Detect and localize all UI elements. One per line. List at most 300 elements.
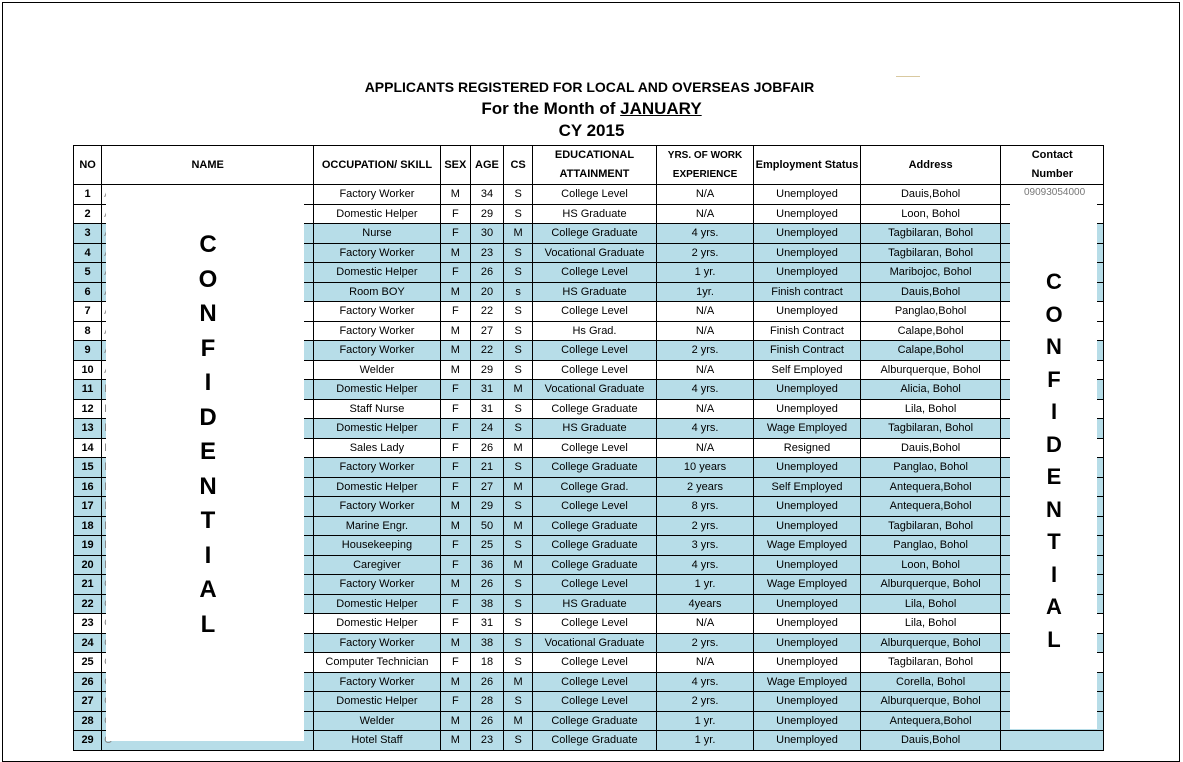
cell-experience: 1 yr. — [656, 731, 753, 751]
cell-address: Lila, Bohol — [860, 614, 1001, 634]
cell-sex: M — [440, 341, 470, 361]
cell-sex: M — [440, 672, 470, 692]
cell-sex: F — [440, 302, 470, 322]
cell-employment-status: Unemployed — [754, 263, 861, 283]
cell-cs: S — [504, 399, 533, 419]
cell-experience: 10 years — [656, 458, 753, 478]
cell-cs: S — [504, 243, 533, 263]
cell-employment-status: Unemployed — [754, 302, 861, 322]
cell-occupation: Marine Engr. — [314, 516, 441, 536]
cell-experience: N/A — [656, 302, 753, 322]
cell-age: 31 — [470, 614, 503, 634]
confidential-letter: I — [204, 541, 212, 569]
confidential-letter: E — [199, 438, 216, 465]
cell-experience: N/A — [656, 438, 753, 458]
cell-cs: s — [504, 282, 533, 302]
cell-no: 13 — [74, 419, 102, 439]
cell-cs: S — [504, 302, 533, 322]
confidential-label-left — [188, 228, 228, 642]
cell-employment-status: Wage Employed — [754, 536, 861, 556]
cell-occupation: Caregiver — [314, 555, 441, 575]
confidential-letter: F — [200, 334, 216, 362]
cell-occupation: Domestic Helper — [314, 614, 441, 634]
cell-cs: S — [504, 692, 533, 712]
cell-no: 17 — [74, 497, 102, 517]
cell-no: 29 — [74, 731, 102, 751]
cell-cs: M — [504, 672, 533, 692]
cell-sex: F — [440, 536, 470, 556]
report-year: CY 2015 — [558, 121, 625, 140]
confidential-letter: O — [1045, 301, 1063, 327]
cell-education: College Graduate — [533, 555, 657, 575]
cell-sex: F — [440, 204, 470, 224]
cell-address: Loon, Bohol — [860, 555, 1001, 575]
cell-address: Loon, Bohol — [860, 204, 1001, 224]
cell-occupation: Factory Worker — [314, 672, 441, 692]
cell-no: 22 — [74, 594, 102, 614]
education-header-line1: EDUCATIONAL — [554, 149, 635, 161]
cell-age: 26 — [470, 263, 503, 283]
cell-sex: M — [440, 516, 470, 536]
cell-cs: M — [504, 555, 533, 575]
cell-sex: M — [440, 321, 470, 341]
cell-cs: S — [504, 360, 533, 380]
cell-cs: M — [504, 711, 533, 731]
cell-experience: N/A — [656, 614, 753, 634]
cell-address: Alicia, Bohol — [860, 380, 1001, 400]
cell-education: College Level — [533, 575, 657, 595]
cell-occupation: Domestic Helper — [314, 692, 441, 712]
cell-employment-status: Unemployed — [754, 692, 861, 712]
cell-address: Tagbilaran, Bohol — [860, 419, 1001, 439]
cell-education: HS Graduate — [533, 204, 657, 224]
col-header-occupation: OCCUPATION/ SKILL — [314, 146, 441, 185]
cell-no: 24 — [74, 633, 102, 653]
cell-address: Alburquerque, Bohol — [860, 360, 1001, 380]
cell-employment-status: Unemployed — [754, 516, 861, 536]
cell-cs: M — [504, 516, 533, 536]
cell-experience: 2 years — [656, 477, 753, 497]
cell-experience: 4 yrs. — [656, 419, 753, 439]
cell-age: 26 — [470, 672, 503, 692]
cell-cs: S — [504, 594, 533, 614]
cell-employment-status: Unemployed — [754, 731, 861, 751]
cell-experience: N/A — [656, 321, 753, 341]
cell-occupation: Domestic Helper — [314, 204, 441, 224]
cell-age: 29 — [470, 204, 503, 224]
cell-occupation: Factory Worker — [314, 341, 441, 361]
cell-no: 7 — [74, 302, 102, 322]
col-header-address: Address — [860, 146, 1001, 185]
report-title: APPLICANTS REGISTERED FOR LOCAL AND OVERSEAS JOBFAIR — [364, 79, 815, 95]
cell-occupation: Domestic Helper — [314, 477, 441, 497]
cell-address: Dauis,Bohol — [860, 185, 1001, 205]
contact-header-line2: Number — [1031, 168, 1073, 180]
cell-cs: M — [504, 380, 533, 400]
col-header-experience — [656, 146, 753, 185]
experience-header-line1: YRS. OF WORK — [667, 150, 743, 161]
cell-cs: S — [504, 731, 533, 751]
cell-cs: S — [504, 633, 533, 653]
confidential-letter: D — [199, 403, 217, 431]
cell-age: 29 — [470, 497, 503, 517]
confidential-letter: C — [1046, 269, 1062, 294]
confidential-letter: F — [1047, 366, 1061, 392]
cell-employment-status: Wage Employed — [754, 672, 861, 692]
cell-no: 16 — [74, 477, 102, 497]
cell-address: Antequera,Bohol — [860, 711, 1001, 731]
cell-no: 28 — [74, 711, 102, 731]
cell-address: Tagbilaran, Bohol — [860, 516, 1001, 536]
confidential-letter: N — [199, 472, 217, 500]
cell-no: 26 — [74, 672, 102, 692]
confidential-letter: N — [1046, 334, 1062, 359]
cell-age: 26 — [470, 711, 503, 731]
experience-header-line2: EXPERIENCE — [672, 169, 738, 180]
cell-cs: M — [504, 224, 533, 244]
cell-employment-status: Unemployed — [754, 458, 861, 478]
cell-age: 27 — [470, 477, 503, 497]
cell-occupation: Factory Worker — [314, 321, 441, 341]
contact-header-line1: Contact — [1031, 149, 1073, 161]
cell-cs: S — [504, 204, 533, 224]
cell-address: Tagbilaran, Bohol — [860, 243, 1001, 263]
header-row — [74, 146, 1104, 185]
cell-no: 9 — [74, 341, 102, 361]
cell-education: College Level — [533, 653, 657, 673]
cell-age: 36 — [470, 555, 503, 575]
cell-education: College Graduate — [533, 224, 657, 244]
cell-occupation: Factory Worker — [314, 302, 441, 322]
cell-experience: 1 yr. — [656, 263, 753, 283]
cell-sex: M — [440, 575, 470, 595]
cell-no: 2 — [74, 204, 102, 224]
cell-cs: S — [504, 497, 533, 517]
cell-age: 23 — [470, 243, 503, 263]
cell-age: 34 — [470, 185, 503, 205]
cell-education: College Graduate — [533, 711, 657, 731]
cell-address: Alburquerque, Bohol — [860, 692, 1001, 712]
cell-address: Panglao,Bohol — [860, 302, 1001, 322]
cell-occupation: Factory Worker — [314, 458, 441, 478]
cell-education: College Grad. — [533, 477, 657, 497]
cell-no: 18 — [74, 516, 102, 536]
cell-age: 38 — [470, 633, 503, 653]
cell-education: College Level — [533, 263, 657, 283]
cell-no: 27 — [74, 692, 102, 712]
cell-employment-status: Wage Employed — [754, 575, 861, 595]
cell-experience: 1 yr. — [656, 711, 753, 731]
cell-education: College Level — [533, 360, 657, 380]
cell-age: 30 — [470, 224, 503, 244]
cell-occupation: Room BOY — [314, 282, 441, 302]
cell-education: College Graduate — [533, 399, 657, 419]
cell-address: Alburquerque, Bohol — [860, 575, 1001, 595]
cell-sex: F — [440, 594, 470, 614]
cell-cs: S — [504, 419, 533, 439]
confidential-letter: L — [1047, 626, 1061, 652]
cell-age: 24 — [470, 419, 503, 439]
cell-age: 21 — [470, 458, 503, 478]
cell-employment-status: Unemployed — [754, 711, 861, 731]
col-header-contact — [1001, 146, 1104, 185]
cell-cs: S — [504, 321, 533, 341]
cell-cs: S — [504, 458, 533, 478]
cell-sex: F — [440, 438, 470, 458]
cell-occupation: Staff Nurse — [314, 399, 441, 419]
cell-age: 26 — [470, 575, 503, 595]
cell-employment-status: Unemployed — [754, 614, 861, 634]
cell-cs: S — [504, 536, 533, 556]
cell-no: 21 — [74, 575, 102, 595]
cell-experience: 3 yrs. — [656, 536, 753, 556]
cell-occupation: Housekeeping — [314, 536, 441, 556]
cell-age: 23 — [470, 731, 503, 751]
cell-address: Antequera,Bohol — [860, 497, 1001, 517]
cell-sex: M — [440, 282, 470, 302]
cell-employment-status: Finish contract — [754, 282, 861, 302]
cell-address: Panglao, Bohol — [860, 458, 1001, 478]
cell-employment-status: Unemployed — [754, 653, 861, 673]
cell-occupation: Factory Worker — [314, 497, 441, 517]
cell-education: Vocational Graduate — [533, 243, 657, 263]
cell-age: 31 — [470, 399, 503, 419]
cell-education: College Graduate — [533, 458, 657, 478]
confidential-letter: E — [1046, 464, 1062, 489]
confidential-letter: T — [1047, 529, 1061, 554]
cell-employment-status: Resigned — [754, 438, 861, 458]
cell-no: 11 — [74, 380, 102, 400]
cell-experience: N/A — [656, 653, 753, 673]
cell-sex: M — [440, 243, 470, 263]
cell-experience: 2 yrs. — [656, 516, 753, 536]
cell-experience: 4years — [656, 594, 753, 614]
cell-experience: 2 yrs. — [656, 341, 753, 361]
cell-experience: 8 yrs. — [656, 497, 753, 517]
cell-experience: 2 yrs. — [656, 692, 753, 712]
cell-no: 5 — [74, 263, 102, 283]
cell-sex: M — [440, 633, 470, 653]
cell-age: 50 — [470, 516, 503, 536]
confidential-letter: L — [200, 610, 216, 638]
cell-occupation: Domestic Helper — [314, 594, 441, 614]
col-header-education — [533, 146, 657, 185]
cell-employment-status: Self Employed — [754, 477, 861, 497]
col-header-no: NO — [74, 146, 102, 185]
cell-education: College Level — [533, 438, 657, 458]
cell-experience: 4 yrs. — [656, 380, 753, 400]
cell-cs: S — [504, 653, 533, 673]
cell-experience: N/A — [656, 204, 753, 224]
cell-sex: F — [440, 614, 470, 634]
cell-occupation: Domestic Helper — [314, 380, 441, 400]
cell-experience: 4 yrs. — [656, 672, 753, 692]
cell-education: College Graduate — [533, 536, 657, 556]
cell-occupation: Factory Worker — [314, 575, 441, 595]
cell-no: 4 — [74, 243, 102, 263]
cell-education: Vocational Graduate — [533, 633, 657, 653]
cell-cs: S — [504, 614, 533, 634]
cell-education: HS Graduate — [533, 419, 657, 439]
cell-education: College Level — [533, 692, 657, 712]
cell-education: Vocational Graduate — [533, 380, 657, 400]
cell-age: 20 — [470, 282, 503, 302]
cell-education: HS Graduate — [533, 282, 657, 302]
cell-no: 25 — [74, 653, 102, 673]
cell-cs: S — [504, 263, 533, 283]
cell-no: 23 — [74, 614, 102, 634]
confidential-letter: A — [199, 576, 217, 603]
cell-address: Dauis,Bohol — [860, 438, 1001, 458]
cell-cs: S — [504, 185, 533, 205]
cell-experience: 2 yrs. — [656, 633, 753, 653]
cell-sex: F — [440, 653, 470, 673]
cell-occupation: Factory Worker — [314, 243, 441, 263]
cell-age: 29 — [470, 360, 503, 380]
cell-experience: 4 yrs. — [656, 555, 753, 575]
cell-education: College Level — [533, 672, 657, 692]
cell-address: Alburquerque, Bohol — [860, 633, 1001, 653]
cell-address: Dauis,Bohol — [860, 282, 1001, 302]
month-prefix: For the Month of — [481, 99, 616, 118]
cell-cs: M — [504, 477, 533, 497]
confidential-letter: N — [1046, 496, 1062, 522]
cell-employment-status: Unemployed — [754, 204, 861, 224]
report-month-line — [0, 99, 1183, 119]
cell-address: Panglao, Bohol — [860, 536, 1001, 556]
cell-employment-status: Unemployed — [754, 594, 861, 614]
confidential-label-right — [1034, 266, 1074, 656]
confidential-letter: N — [199, 300, 217, 327]
cell-age: 25 — [470, 536, 503, 556]
cell-experience: 1yr. — [656, 282, 753, 302]
cell-education: College Level — [533, 614, 657, 634]
confidential-letter: O — [198, 265, 218, 293]
cell-age: 18 — [470, 653, 503, 673]
education-header-line2: ATTAINMENT — [559, 168, 630, 180]
confidential-letter: D — [1046, 431, 1062, 457]
cell-occupation: Factory Worker — [314, 185, 441, 205]
cell-age: 26 — [470, 438, 503, 458]
cell-address: Maribojoc, Bohol — [860, 263, 1001, 283]
cell-address: Calape,Bohol — [860, 321, 1001, 341]
col-header-sex: SEX — [440, 146, 470, 185]
cell-education: College Level — [533, 497, 657, 517]
cell-no: 3 — [74, 224, 102, 244]
cell-occupation: Welder — [314, 711, 441, 731]
cell-no: 12 — [74, 399, 102, 419]
cell-employment-status: Unemployed — [754, 243, 861, 263]
confidential-letter: I — [1050, 399, 1058, 424]
cell-sex: M — [440, 497, 470, 517]
cell-experience: N/A — [656, 399, 753, 419]
cell-sex: F — [440, 419, 470, 439]
cell-sex: M — [440, 731, 470, 751]
cell-no: 19 — [74, 536, 102, 556]
cell-employment-status: Unemployed — [754, 185, 861, 205]
cell-no: 14 — [74, 438, 102, 458]
cell-age: 28 — [470, 692, 503, 712]
cell-occupation: Sales Lady — [314, 438, 441, 458]
cell-experience: 2 yrs. — [656, 243, 753, 263]
cell-contact — [1001, 731, 1104, 751]
cell-employment-status: Unemployed — [754, 555, 861, 575]
cell-occupation: Domestic Helper — [314, 419, 441, 439]
cell-no: 8 — [74, 321, 102, 341]
cell-education: College Level — [533, 302, 657, 322]
cell-age: 38 — [470, 594, 503, 614]
cell-education: HS Graduate — [533, 594, 657, 614]
cell-sex: F — [440, 399, 470, 419]
col-header-employment: Employment Status — [754, 146, 861, 185]
cell-address: Antequera,Bohol — [860, 477, 1001, 497]
cell-address: Lila, Bohol — [860, 399, 1001, 419]
cell-no: 1 — [74, 185, 102, 205]
cell-occupation: Computer Technician — [314, 653, 441, 673]
cell-sex: M — [440, 711, 470, 731]
cell-employment-status: Finish Contract — [754, 341, 861, 361]
cell-sex: F — [440, 458, 470, 478]
cell-sex: F — [440, 555, 470, 575]
cell-education: College Graduate — [533, 516, 657, 536]
cell-occupation: Factory Worker — [314, 633, 441, 653]
col-header-age: AGE — [470, 146, 503, 185]
cell-education: College Level — [533, 185, 657, 205]
cell-occupation: Domestic Helper — [314, 263, 441, 283]
cell-no: 20 — [74, 555, 102, 575]
cell-no: 6 — [74, 282, 102, 302]
cell-employment-status: Self Employed — [754, 360, 861, 380]
cell-cs: S — [504, 341, 533, 361]
cell-no: 15 — [74, 458, 102, 478]
cell-occupation: Hotel Staff — [314, 731, 441, 751]
cell-occupation: Welder — [314, 360, 441, 380]
cell-employment-status: Finish Contract — [754, 321, 861, 341]
cell-experience: N/A — [656, 185, 753, 205]
col-header-name: NAME — [102, 146, 314, 185]
cell-cs: S — [504, 575, 533, 595]
cell-sex: M — [440, 360, 470, 380]
cell-education: College Level — [533, 341, 657, 361]
col-header-cs: CS — [504, 146, 533, 185]
cell-address: Tagbilaran, Bohol — [860, 653, 1001, 673]
cell-sex: F — [440, 477, 470, 497]
cell-employment-status: Unemployed — [754, 224, 861, 244]
cell-address: Lila, Bohol — [860, 594, 1001, 614]
cell-no: 10 — [74, 360, 102, 380]
cell-sex: F — [440, 380, 470, 400]
cell-sex: F — [440, 224, 470, 244]
confidential-letter: I — [1050, 561, 1058, 587]
cell-address: Tagbilaran, Bohol — [860, 224, 1001, 244]
cell-education: Hs Grad. — [533, 321, 657, 341]
cell-experience: 4 yrs. — [656, 224, 753, 244]
confidential-letter: I — [204, 369, 212, 396]
cell-sex: F — [440, 263, 470, 283]
month-name: JANUARY — [620, 99, 702, 118]
cell-employment-status: Unemployed — [754, 497, 861, 517]
cell-age: 22 — [470, 341, 503, 361]
contact-number-partial: 09093054000 — [1024, 187, 1086, 198]
cell-experience: N/A — [656, 360, 753, 380]
confidential-letter: T — [200, 507, 216, 534]
cell-address: Dauis,Bohol — [860, 731, 1001, 751]
cell-employment-status: Wage Employed — [754, 419, 861, 439]
cell-age: 27 — [470, 321, 503, 341]
cell-cs: M — [504, 438, 533, 458]
cell-employment-status: Unemployed — [754, 399, 861, 419]
confidential-letter: A — [1046, 594, 1062, 619]
